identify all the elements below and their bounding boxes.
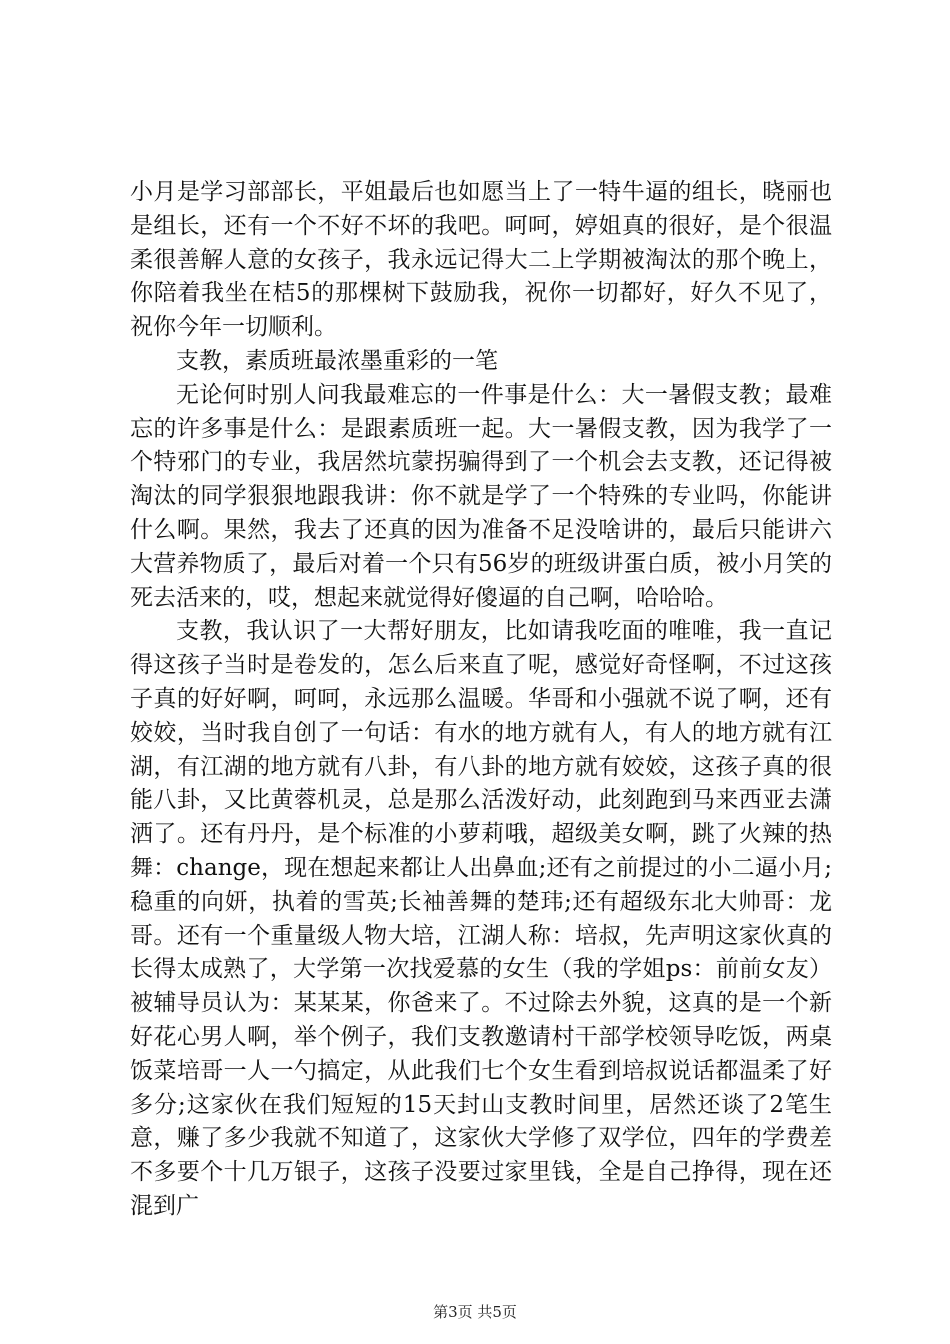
paragraph-1: 小月是学习部部长，平姐最后也如愿当上了一特牛逼的组长，晓丽也是组长，还有一个不好不坏的我吧。呵呵，婷姐真的很好，是个很温柔很善解人意的女孩子，我永远记得大二上学期被淘汰的那个晚上，你陪着我坐在桔5的那棵树下鼓励我，祝你一切都好，好久不见了，祝你今年一切顺利。	[130, 179, 832, 341]
document-body	[130, 176, 832, 1224]
page-number-footer: 第3页 共5页	[433, 1303, 517, 1321]
paragraph-2: 无论何时别人问我最难忘的一件事是什么：大一暑假支教；最难忘的许多事是什么：是跟素质班一起。大一暑假支教，因为我学了一个特邪门的专业，我居然坑蒙拐骗得到了一个机会去支教，还记得被淘汰的同学狠狠地跟我讲：你不就是学了一个特殊的专业吗，你能讲什么啊。果然，我去了还真的因为准备不足没啥讲的，最后只能讲六大营养物质了，最后对着一个只有56岁的班级讲蛋白质，被小月笑的死去活来的，哎，想起来就觉得好傻逼的自己啊，哈哈哈。	[130, 381, 832, 611]
paragraph-3: 支教，我认识了一大帮好朋友，比如请我吃面的唯唯，我一直记得这孩子当时是卷发的，怎么后来直了呢，感觉好奇怪啊，不过这孩子真的好好啊，呵呵，永远那么温暖。华哥和小强就不说了啊，还有姣姣，当时我自创了一句话：有水的地方就有人，有人的地方就有江湖，有江湖的地方就有八卦，有八卦的地方就有姣姣，这孩子真的很能八卦，又比黄蓉机灵，总是那么活泼好动，此刻跑到马来西亚去潇洒了。还有丹丹，是个标准的小萝莉哦，超级美女啊，跳了火辣的热舞：change，现在想起来都让人出鼻血;还有之前提过的小二逼小月;稳重的向妍，执着的雪英;长袖善舞的楚玮;还有超级东北大帅哥：龙哥。还有一个重量级人物大培，江湖人称：培叔，先声明这家伙真的长得太成熟了，大学第一次找爱慕的女生（我的学姐ps：前前女友）被辅导员认为：某某某，你爸来了。不过除去外貌，这真的是一个新好花心男人啊，举个例子，我们支教邀请村干部学校领导吃饭，两桌饭菜培哥一人一勺搞定，从此我们七个女生看到培叔说话都温柔了好多分;这家伙在我们短短的15天封山支教时间里，居然还谈了2笔生意，赚了多少我就不知道了，这家伙大学修了双学位，四年的学费差不多要个十几万银子，这孩子没要过家里钱，全是自己挣得，现在还混到广	[130, 618, 832, 1219]
section-heading-teaching: 支教，素质班最浓墨重彩的一笔	[176, 347, 498, 374]
